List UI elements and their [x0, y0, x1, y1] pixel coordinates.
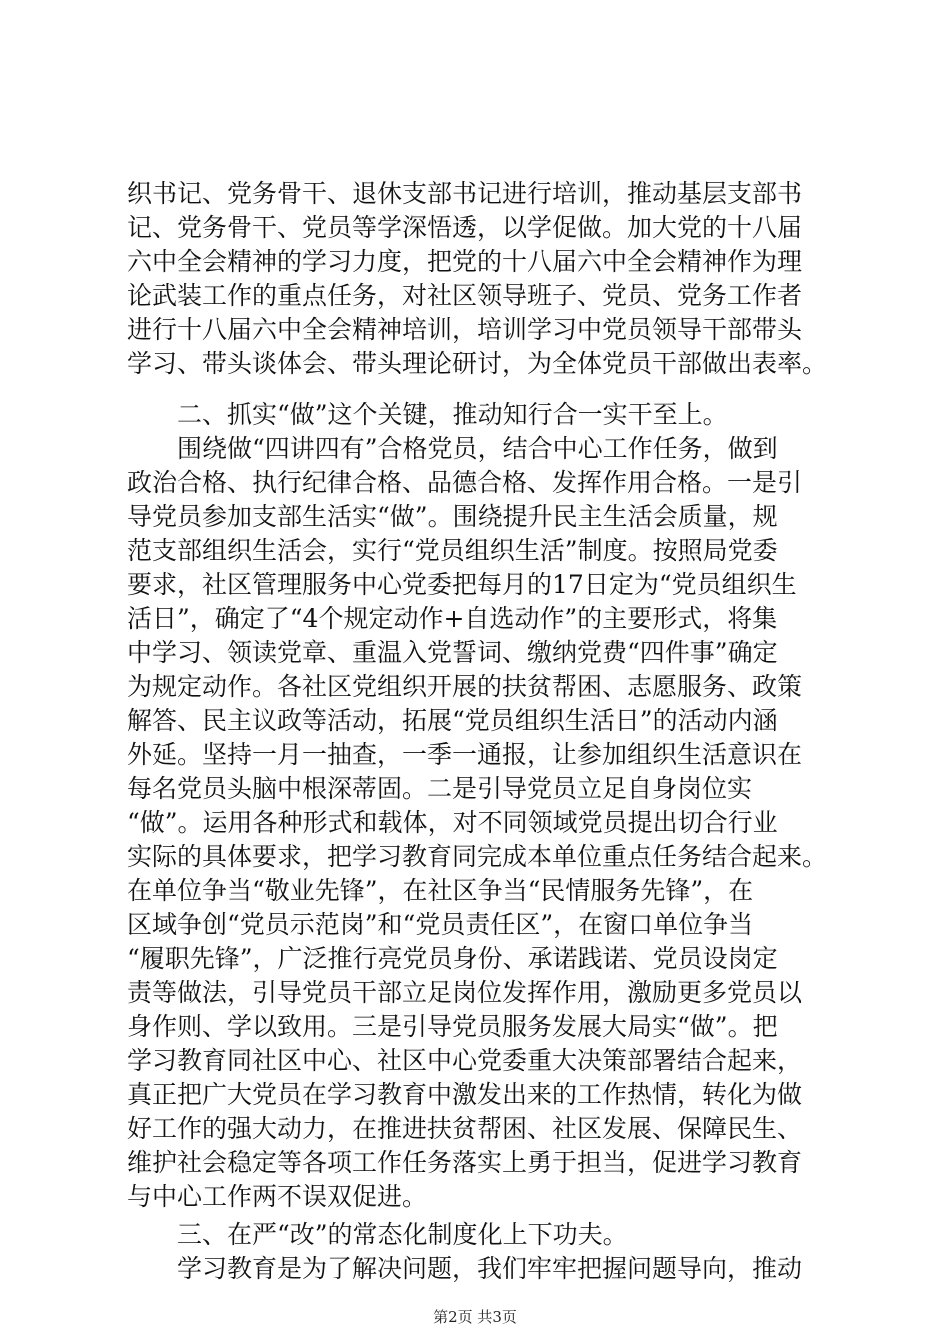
text-line: 真正把广大党员在学习教育中激发出来的工作热情，转化为做 — [127, 1080, 803, 1109]
text-line: “做”。运用各种形式和载体，对不同领域党员提出切合行业 — [127, 808, 778, 837]
text-line: 维护社会稳定等各项工作任务落实上勇于担当，促进学习教育 — [127, 1148, 803, 1177]
text-line: 与中心工作两不误双促进。 — [127, 1182, 428, 1211]
text-line: 在单位争当“敬业先锋”，在社区争当“民情服务先锋”，在 — [127, 876, 754, 905]
text-line: 学习教育是为了解决问题，我们牢牢把握问题导向，推动 — [177, 1254, 803, 1283]
text-line: 责等做法，引导党员干部立足岗位发挥作用，激励更多党员以 — [127, 978, 803, 1007]
text-line: 学习、带头谈体会、带头理论研讨，为全体党员干部做出表率。 — [127, 349, 828, 378]
text-line: 要求，社区管理服务中心党委把每月的17日定为“党员组织生 — [127, 570, 797, 599]
text-line: 每名党员头脑中根深蒂固。二是引导党员立足自身岗位实 — [127, 774, 753, 803]
text-line: 解答、民主议政等活动，拓展“党员组织生活日”的活动内涵 — [127, 706, 778, 735]
text-line: 进行十八届六中全会精神培训，培训学习中党员领导干部带头 — [127, 315, 803, 344]
section-heading: 三、在严“改”的常态化制度化上下功夫。 — [177, 1220, 628, 1249]
text-line: 学习教育同社区中心、社区中心党委重大决策部署结合起来， — [127, 1046, 803, 1075]
text-line: 政治合格、执行纪律合格、品德合格、发挥作用合格。一是引 — [127, 468, 803, 497]
text-line: 记、党务骨干、党员等学深悟透，以学促做。加大党的十八届 — [127, 213, 803, 242]
text-line: 导党员参加支部生活实“做”。围绕提升民主生活会质量，规 — [127, 502, 778, 531]
text-line: 外延。坚持一月一抽查，一季一通报，让参加组织生活意识在 — [127, 740, 803, 769]
text-line: 活日”，确定了“4个规定动作+自选动作”的主要形式，将集 — [127, 604, 778, 633]
text-line: 为规定动作。各社区党组织开展的扶贫帮困、志愿服务、政策 — [127, 672, 803, 701]
page-footer: 第2页 共3页 — [433, 1308, 517, 1326]
text-line: 身作则、学以致用。三是引导党员服务发展大局实“做”。把 — [127, 1012, 778, 1041]
text-line: 织书记、党务骨干、退休支部书记进行培训，推动基层支部书 — [127, 179, 803, 208]
text-line: 实际的具体要求，把学习教育同完成本单位重点任务结合起来。 — [127, 842, 828, 871]
text-line: “履职先锋”，广泛推行亮党员身份、承诺践诺、党员设岗定 — [127, 944, 778, 973]
text-line: 六中全会精神的学习力度，把党的十八届六中全会精神作为理 — [127, 247, 803, 276]
text-line: 中学习、领读党章、重温入党誓词、缴纳党费“四件事”确定 — [127, 638, 778, 667]
section-heading: 二、抓实“做”这个关键，推动知行合一实干至上。 — [177, 400, 728, 429]
text-line: 好工作的强大动力，在推进扶贫帮困、社区发展、保障民生、 — [127, 1114, 803, 1143]
text-line: 区域争创“党员示范岗”和“党员责任区”，在窗口单位争当 — [127, 910, 754, 939]
text-line: 围绕做“四讲四有”合格党员，结合中心工作任务，做到 — [177, 434, 778, 463]
text-line: 范支部组织生活会，实行“党员组织生活”制度。按照局党委 — [127, 536, 778, 565]
text-line: 论武装工作的重点任务，对社区领导班子、党员、党务工作者 — [127, 281, 803, 310]
